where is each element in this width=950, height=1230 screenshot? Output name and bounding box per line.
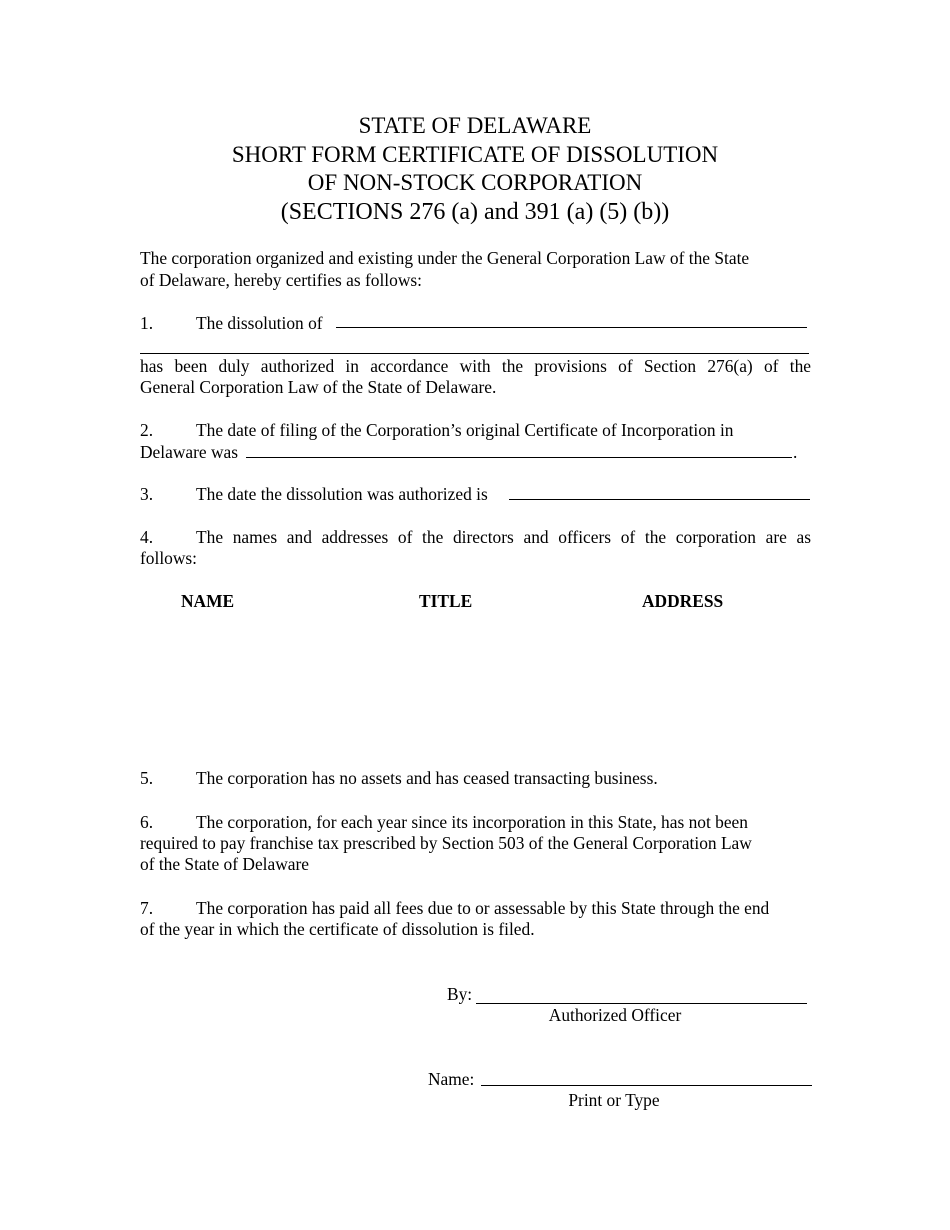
print-or-type-caption: Print or Type bbox=[568, 1090, 660, 1110]
incorporation-date-blank[interactable] bbox=[246, 457, 792, 458]
item-5-number: 5. bbox=[140, 768, 154, 788]
item-4-line-1: The names and addresses of the directors and officers of the corporation are as bbox=[196, 527, 811, 547]
column-header-name: NAME bbox=[181, 591, 235, 611]
item-7-line-2: of the year in which the certificate of dissolution is filed. bbox=[140, 919, 535, 939]
authorization-date-blank[interactable] bbox=[509, 499, 810, 500]
title-line-state: STATE OF DELAWARE bbox=[358, 113, 592, 138]
item-2-line-1: The date of filing of the Corporation’s original Certificate of Incorporation in bbox=[196, 420, 734, 440]
document-title bbox=[0, 112, 950, 226]
item-1-number: 1. bbox=[140, 313, 154, 333]
item-2-period: . bbox=[793, 442, 798, 462]
signature-blank[interactable] bbox=[476, 1003, 807, 1004]
item-6-number: 6. bbox=[140, 812, 154, 832]
title-line-form: SHORT FORM CERTIFICATE OF DISSOLUTION bbox=[231, 141, 719, 167]
item-7-number: 7. bbox=[140, 898, 154, 918]
item-6-line-1: The corporation, for each year since its incorporation in this State, has not been bbox=[196, 812, 748, 832]
title-line-corp-type: OF NON-STOCK CORPORATION bbox=[307, 170, 643, 195]
dissolution-name-blank[interactable] bbox=[336, 327, 807, 328]
item-6-line-3: of the State of Delaware bbox=[140, 854, 309, 874]
item-1-lead: The dissolution of bbox=[196, 313, 323, 333]
authorized-officer-caption: Authorized Officer bbox=[548, 1005, 682, 1025]
dissolution-name-blank-2[interactable] bbox=[140, 353, 809, 354]
item-4-number: 4. bbox=[140, 527, 154, 547]
item-5-line-1: The corporation has no assets and has ceased transacting business. bbox=[196, 768, 658, 788]
column-header-address: ADDRESS bbox=[642, 591, 724, 611]
column-header-title: TITLE bbox=[419, 591, 473, 611]
item-4-line-2: follows: bbox=[140, 548, 198, 568]
name-label: Name: bbox=[428, 1069, 475, 1089]
item-3-line-1: The date the dissolution was authorized is bbox=[196, 484, 488, 504]
item-3-number: 3. bbox=[140, 484, 154, 504]
item-1-continuation-1: has been duly authorized in accordance with the provisions of Section 276(a) of the bbox=[140, 356, 811, 376]
printed-name-blank[interactable] bbox=[481, 1085, 812, 1086]
item-1-continuation-2: General Corporation Law of the State of Delaware. bbox=[140, 377, 497, 397]
intro-line-2: of Delaware, hereby certifies as follows: bbox=[140, 270, 422, 290]
item-6-line-2: required to pay franchise tax prescribed by Section 503 of the General Corporation Law bbox=[140, 833, 752, 853]
intro-line-1: The corporation organized and existing under the General Corporation Law of the State bbox=[140, 248, 750, 268]
item-2-line-2: Delaware was bbox=[140, 442, 239, 462]
by-label: By: bbox=[447, 984, 473, 1004]
item-7-line-1: The corporation has paid all fees due to or assessable by this State through the end bbox=[196, 898, 770, 918]
item-2-number: 2. bbox=[140, 420, 154, 440]
title-line-sections: (SECTIONS 276 (a) and 391 (a) (5) (b)) bbox=[280, 198, 670, 225]
